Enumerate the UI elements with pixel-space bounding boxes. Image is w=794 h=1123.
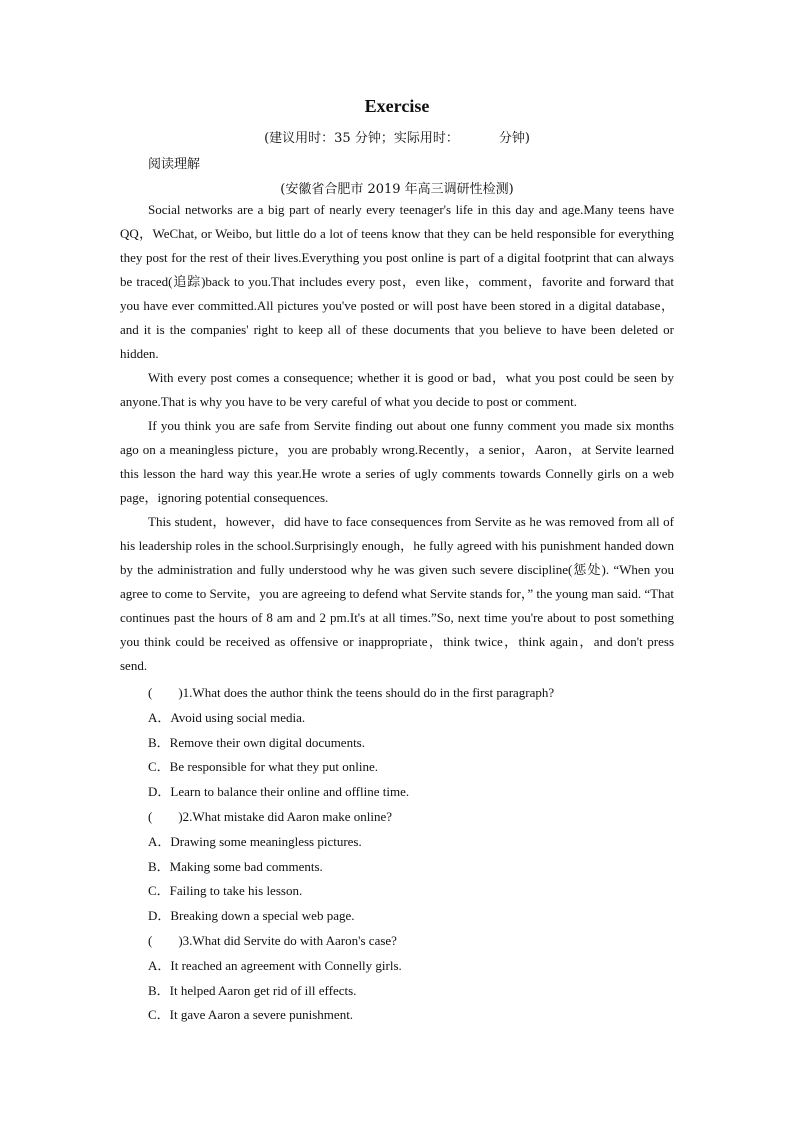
reading-passage — [120, 198, 674, 678]
section-heading: 阅读理解 — [148, 157, 201, 172]
option-item: C．It gave Aaron a severe punishment. — [148, 1007, 354, 1023]
passage-paragraph: With every post comes a consequence; whether it is good or bad，what you post could be seen by anyone.That is why you have to be very careful of what you decide to post or comment. — [120, 370, 674, 409]
question-2 — [148, 805, 678, 830]
passage-paragraph: This student，however，did have to face consequences from Servite as he was removed from all of his leadership roles in the school.Surprisingly enough，he fully agreed with his punishment handed down by the administration and fully understood why he was given such severe discipline(惩处). “When you agree to come to Servite，you are agreeing to defend what Servite stands for，” the young man said. “That continues past the hours of 8 am and 2 pm.It's at all times.”So, next time you're about to post something you think could be received as offensive or inappropriate，think twice，think again，and don't press send. — [120, 514, 674, 673]
option-item: C．Be responsible for what they put online. — [148, 759, 378, 775]
page-title: Exercise — [364, 96, 430, 116]
option-item: B．Making some bad comments. — [148, 858, 323, 874]
option-item: A．Avoid using social media. — [148, 709, 306, 725]
option-item: B．It helped Aaron get rid of ill effects. — [148, 982, 357, 998]
answer-blank: ( — [148, 685, 153, 700]
question-list — [148, 681, 678, 1028]
time-suggestion — [0, 127, 794, 146]
option-item: A．Drawing some meaningless pictures. — [148, 833, 362, 849]
passage-paragraph: If you think you are safe from Servite finding out about one funny comment you made six months ago on a meaningless picture，you are probably wrong.Recently，a senior，Aaron，at Servite learned this lesson the hard way this year.He wrote a series of ugly comments towards Connelly girls on a web page，ignoring potential consequences. — [120, 418, 674, 505]
question-stem: )3.What did Servite do with Aaron's case? — [178, 932, 397, 948]
question-stem: )2.What mistake did Aaron make online? — [178, 808, 393, 824]
option-item: C．Failing to take his lesson. — [148, 883, 303, 899]
time-suggestion-suffix: 分钟) — [498, 131, 530, 146]
source-line: (安徽省合肥市 2019 年高三调研性检测) — [280, 182, 514, 197]
question-1 — [148, 681, 678, 706]
question-3 — [148, 929, 678, 954]
answer-blank: ( — [148, 932, 153, 948]
time-suggestion-prefix: (建议用时：35 分钟；实际用时： — [264, 131, 459, 146]
option-item: D．Learn to balance their online and offline time. — [148, 784, 410, 800]
option-item: A．It reached an agreement with Connelly girls. — [148, 957, 402, 973]
passage-paragraph: Social networks are a big part of nearly every teenager's life in this day and age.Many teens have QQ，WeChat, or Weibo, but little do a lot of teens know that they can be held responsible for everything they post for the rest of their lives.Everything you post online is part of a digital footprint that can always be traced(追踪)back to you.That includes every post，even like，comment，favorite and forward that you have ever committed.All pictures you've posted or will post have been stored in a digital database，and it is the companies' right to keep all of these documents that you believe to have been deleted or hidden. — [120, 202, 674, 361]
question-stem: )1.What does the author think the teens should do in the first paragraph? — [178, 685, 555, 700]
option-item: B．Remove their own digital documents. — [148, 734, 365, 750]
answer-blank: ( — [148, 808, 153, 824]
option-item: D．Breaking down a special web page. — [148, 908, 355, 924]
